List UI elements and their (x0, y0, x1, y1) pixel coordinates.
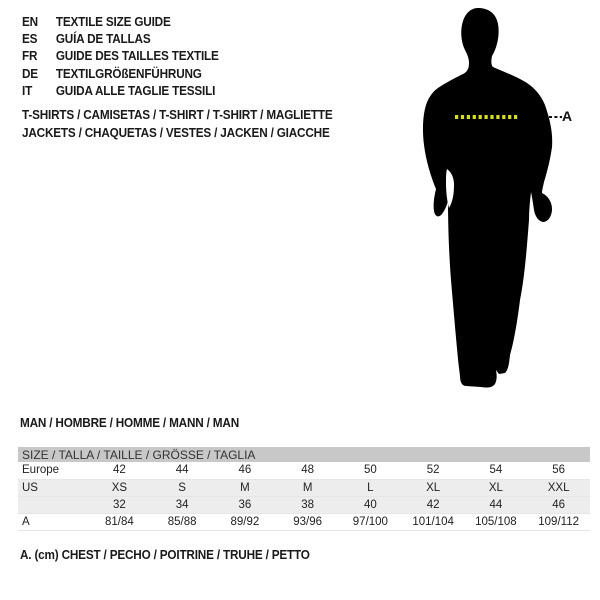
table-row-us-letter (18, 479, 590, 496)
table-row-us-numeric (18, 496, 590, 513)
language-row-fr (22, 48, 219, 65)
size-cell: 38 (301, 498, 315, 511)
size-cell: 46 (238, 464, 252, 477)
size-cell: 89/92 (230, 515, 260, 528)
size-cell: L (367, 481, 374, 494)
size-cell: 42 (426, 498, 440, 511)
garment-line-jackets: JACKETS / CHAQUETAS / VESTES / JACKEN / GIACCHE (22, 125, 330, 140)
size-table (18, 447, 590, 531)
size-cell: 105/108 (475, 515, 517, 528)
size-cell: 48 (301, 464, 315, 477)
size-cell: 93/96 (293, 515, 323, 528)
size-cell: M (302, 481, 313, 494)
size-cell: 46 (552, 498, 566, 511)
size-row-label (18, 496, 88, 513)
size-cell: 44 (175, 464, 189, 477)
language-row-it (22, 83, 219, 100)
garment-types (22, 107, 333, 142)
size-cell: 109/112 (538, 515, 579, 528)
garment-line-tshirts: T-SHIRTS / CAMISETAS / T-SHIRT / T-SHIRT / MAGLIETTE (22, 108, 333, 122)
size-cell: 32 (112, 498, 126, 511)
size-row-label: US (22, 481, 38, 494)
man-silhouette-figure (408, 5, 578, 395)
size-cell: 42 (112, 464, 126, 477)
language-row-de (22, 65, 219, 82)
language-row-es (22, 30, 219, 47)
size-table-header-row (18, 447, 590, 462)
language-list (22, 13, 219, 100)
measurement-label-a: A (562, 108, 573, 124)
size-cell: 54 (489, 464, 503, 477)
size-table-header: SIZE / TALLA / TAILLE / GRÖSSE / TAGLIA (22, 447, 256, 462)
language-label: TEXTILGRÖßENFÜHRUNG (55, 66, 202, 81)
size-cell: 50 (363, 464, 377, 477)
gender-section-title: MAN / HOMBRE / HOMME / MANN / MAN (20, 416, 240, 430)
size-cell: 101/104 (412, 515, 454, 528)
size-cell: XL (426, 481, 441, 494)
measurement-footnote: A. (cm) CHEST / PECHO / POITRINE / TRUHE / PETTO (20, 548, 310, 562)
table-row-europe (18, 462, 590, 479)
size-cell: XXL (547, 481, 570, 494)
size-cell: 40 (363, 498, 377, 511)
size-cell: XL (488, 481, 503, 494)
language-code: ES (22, 32, 38, 47)
size-cell: XS (111, 481, 128, 494)
size-cell: S (178, 481, 186, 494)
language-code: FR (22, 49, 38, 64)
size-cell: 36 (238, 498, 252, 511)
size-cell: 97/100 (352, 515, 388, 528)
size-cell: 56 (552, 464, 566, 477)
language-label: GUIDA ALLE TAGLIE TESSILI (55, 84, 216, 99)
language-label: TEXTILE SIZE GUIDE (55, 14, 171, 29)
language-code: DE (22, 66, 38, 81)
language-label: GUÍA DE TALLAS (55, 32, 151, 47)
size-cell: 85/88 (167, 515, 197, 528)
man-silhouette-graphic (408, 5, 573, 395)
language-code: EN (22, 14, 38, 29)
table-row-chest-cm (18, 513, 590, 530)
silhouette-path (423, 8, 552, 388)
language-code: IT (22, 84, 33, 99)
language-row-en (22, 13, 219, 30)
size-row-label: Europe (22, 464, 60, 477)
size-cell: 34 (175, 498, 189, 511)
size-cell: 44 (489, 498, 503, 511)
size-cell: M (240, 481, 250, 494)
size-cell: 52 (426, 464, 440, 477)
size-row-label: A (22, 515, 30, 528)
size-cell: 81/84 (104, 515, 134, 528)
language-label: GUIDE DES TAILLES TEXTILE (55, 49, 219, 64)
